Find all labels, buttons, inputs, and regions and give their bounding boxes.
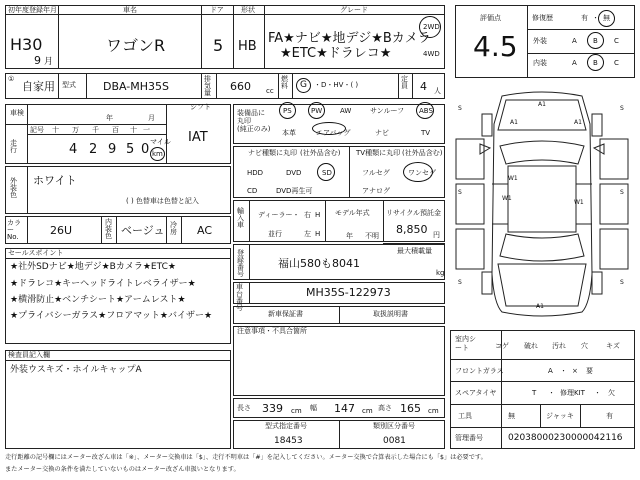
sales-point-line: ★社外SDナビ★地デジ★Bカメラ★ETC★ [10,262,176,272]
chassis-label: 車台番号 [236,283,243,312]
equip-navi: ナビ [375,129,389,137]
plate: 福山580も8041 [278,257,360,270]
recycle-label: リサイクル預託金 [386,209,442,217]
equip-leather: 本革 [282,129,296,137]
equip-abs: ABS [419,107,433,115]
drive-2wd: 2WD [423,23,440,31]
model-label: 型式 [62,81,76,89]
equip-ps: PS [283,107,292,115]
color-value: ホワイト [33,174,77,187]
tool-label: 工具 [458,412,472,420]
inspector-text: 外装ウスキズ・ホイルキャップA [10,365,142,375]
notes-box [233,326,445,396]
tv-label: TV種類に丸印 [356,149,401,157]
notes-label: 注意事項・不具合箇所 [237,327,307,335]
ac: AC [197,224,213,237]
repair-label: 修復歴 [532,14,553,22]
manual-label: 取扱説明書 [373,310,408,318]
repair-yes: 有 [581,14,588,22]
grade-label: グレード [340,6,368,14]
model-year-label: モデル年式 [335,209,370,217]
damage-label: A1 [538,101,546,108]
color-code-label: カラーNo. [7,219,21,241]
damage-label: W1 [508,175,518,182]
equip-airbag: エアバッグ [316,129,351,137]
displacement: 660 [230,80,251,93]
usage: 自家用 [22,80,55,93]
score: 4.5 [473,30,518,63]
reg-month: 9 [34,54,41,67]
height: 165 [400,402,421,415]
interior-color: ベージュ [121,224,165,237]
ac-label: 冷房 [170,221,177,236]
mileage-digit: 9 [108,142,117,157]
inspector-label: 検査員記入欄 [8,351,50,359]
damage-label: S [620,279,624,286]
max-load-label: 最大積載量 [397,247,432,255]
interior-label: 内装 [533,59,547,67]
equipment-sublabel: (純正のみ) [237,125,271,133]
equip-tv: TV [421,129,431,137]
chassis: MH35S-122973 [306,286,391,299]
color-code: 26U [50,224,73,237]
mileage-digit: 5 [126,142,135,157]
mileage-digit: 2 [89,142,98,157]
interior-seat-label: 室内シート [455,335,476,353]
capacity-label: 定員 [401,75,408,90]
plate-label: 登録番号 [237,249,244,278]
warranty-label: 新車保証書 [268,310,303,318]
unit-mile: マイル [150,138,171,146]
sales-point-line: ★ドラレコ★キーヘッドライトレベライザー★ [10,279,196,289]
length: 339 [262,402,283,415]
car-name: ワゴンR [106,36,166,55]
mileage-digit: 4 [69,142,78,157]
unit-km: km [152,150,163,158]
car-inspection-label: 車検 [10,109,24,117]
jack-label: ジャッキ [546,412,574,420]
recycle-value: 8,850 [396,223,428,236]
front-glass-label: フロントガラス [455,367,504,375]
shape: HB [238,39,257,54]
score-label: 評価点 [480,14,501,22]
capacity: 4 [420,80,427,93]
mgmt-label: 管理番号 [455,434,483,442]
repair-no: 無 [603,14,610,22]
doors: 5 [213,36,224,55]
tv-oneseg: ワンセグ [408,169,436,177]
reg-year-label: 初年度登録年月 [8,6,57,14]
fuel-circled: G [300,80,307,90]
color-section-label: 外装色 [10,177,17,199]
interior-color-label: 内装色 [105,218,112,240]
capacity-unit: 人 [434,87,441,95]
damage-label: A1 [510,119,518,126]
drive-4wd: 4WD [423,50,440,58]
car-name-label: 車名 [123,6,137,14]
footer-line2: またメーター交換の条件を満たしていないものはメーター改ざん車扱いとなります。 [5,466,240,473]
damage-label: S [620,105,624,112]
shift: IAT [188,130,208,145]
import-label: 輸入車 [237,207,244,229]
fuel-options: ・D・HV・( ) [314,81,359,89]
doors-label: ドア [210,6,224,14]
spare-tire-label: スペアタイヤ [455,389,497,397]
color-note: ( ) 色替車は色替と記入 [126,197,199,205]
damage-label: S [620,189,624,196]
model: DBA-MH35S [103,80,170,93]
reg-month-unit: 月 [44,57,54,67]
displacement-label: 排気量 [204,75,211,97]
width: 147 [334,402,355,415]
damage-label: S [458,189,462,196]
grade-line1: FA★ナビ★地デジ★Bカメラ [268,31,431,46]
damage-label: A1 [536,303,544,310]
footer-line1: 走行距離の記号欄にはメーター改ざん車は「※」、メーター交換車は「$」、走行不明車は「#」を記入してください。メーター交換で合算表示した場合にも「$」は必要です。 [5,454,487,461]
equip-sunroof: サンルーフ [370,107,405,115]
grade-line2: ★ETC★ドラレコ★ [280,46,392,61]
fuel-label: 燃料 [281,75,288,90]
damage-label: W1 [502,195,512,202]
car-damage-diagram [450,84,635,324]
damage-label: S [458,105,462,112]
reg-era-year: H30 [10,35,43,54]
sales-point-line: ★横滑防止★ベンチシート★アームレスト★ [10,295,186,305]
navi-label: ナビ種類に丸印 [248,149,297,157]
damage-label: A1 [574,119,582,126]
shape-label: 形状 [241,6,255,14]
sales-point-line: ★プライバシーガラス★フロアマット★バイザー★ [10,311,213,321]
equip-pw: PW [311,107,323,115]
mgmt-number: 02038000230000042116 [508,433,623,443]
shift-label: シフト [190,103,211,111]
damage-label: W1 [574,199,584,206]
damage-label: S [458,279,462,286]
displacement-unit: cc [266,87,274,95]
equipment-label: 装備品に丸印 [237,109,265,126]
sales-points-label: セールスポイント [8,249,64,257]
cert: 18453 [274,436,303,446]
mileage-section-label: 走行 [10,139,17,154]
navi-sd: SD [322,169,332,177]
class: 0081 [383,436,406,446]
exterior-label: 外装 [533,37,547,45]
mileage-digit: 0 [141,142,150,157]
equip-aw: AW [340,107,352,115]
